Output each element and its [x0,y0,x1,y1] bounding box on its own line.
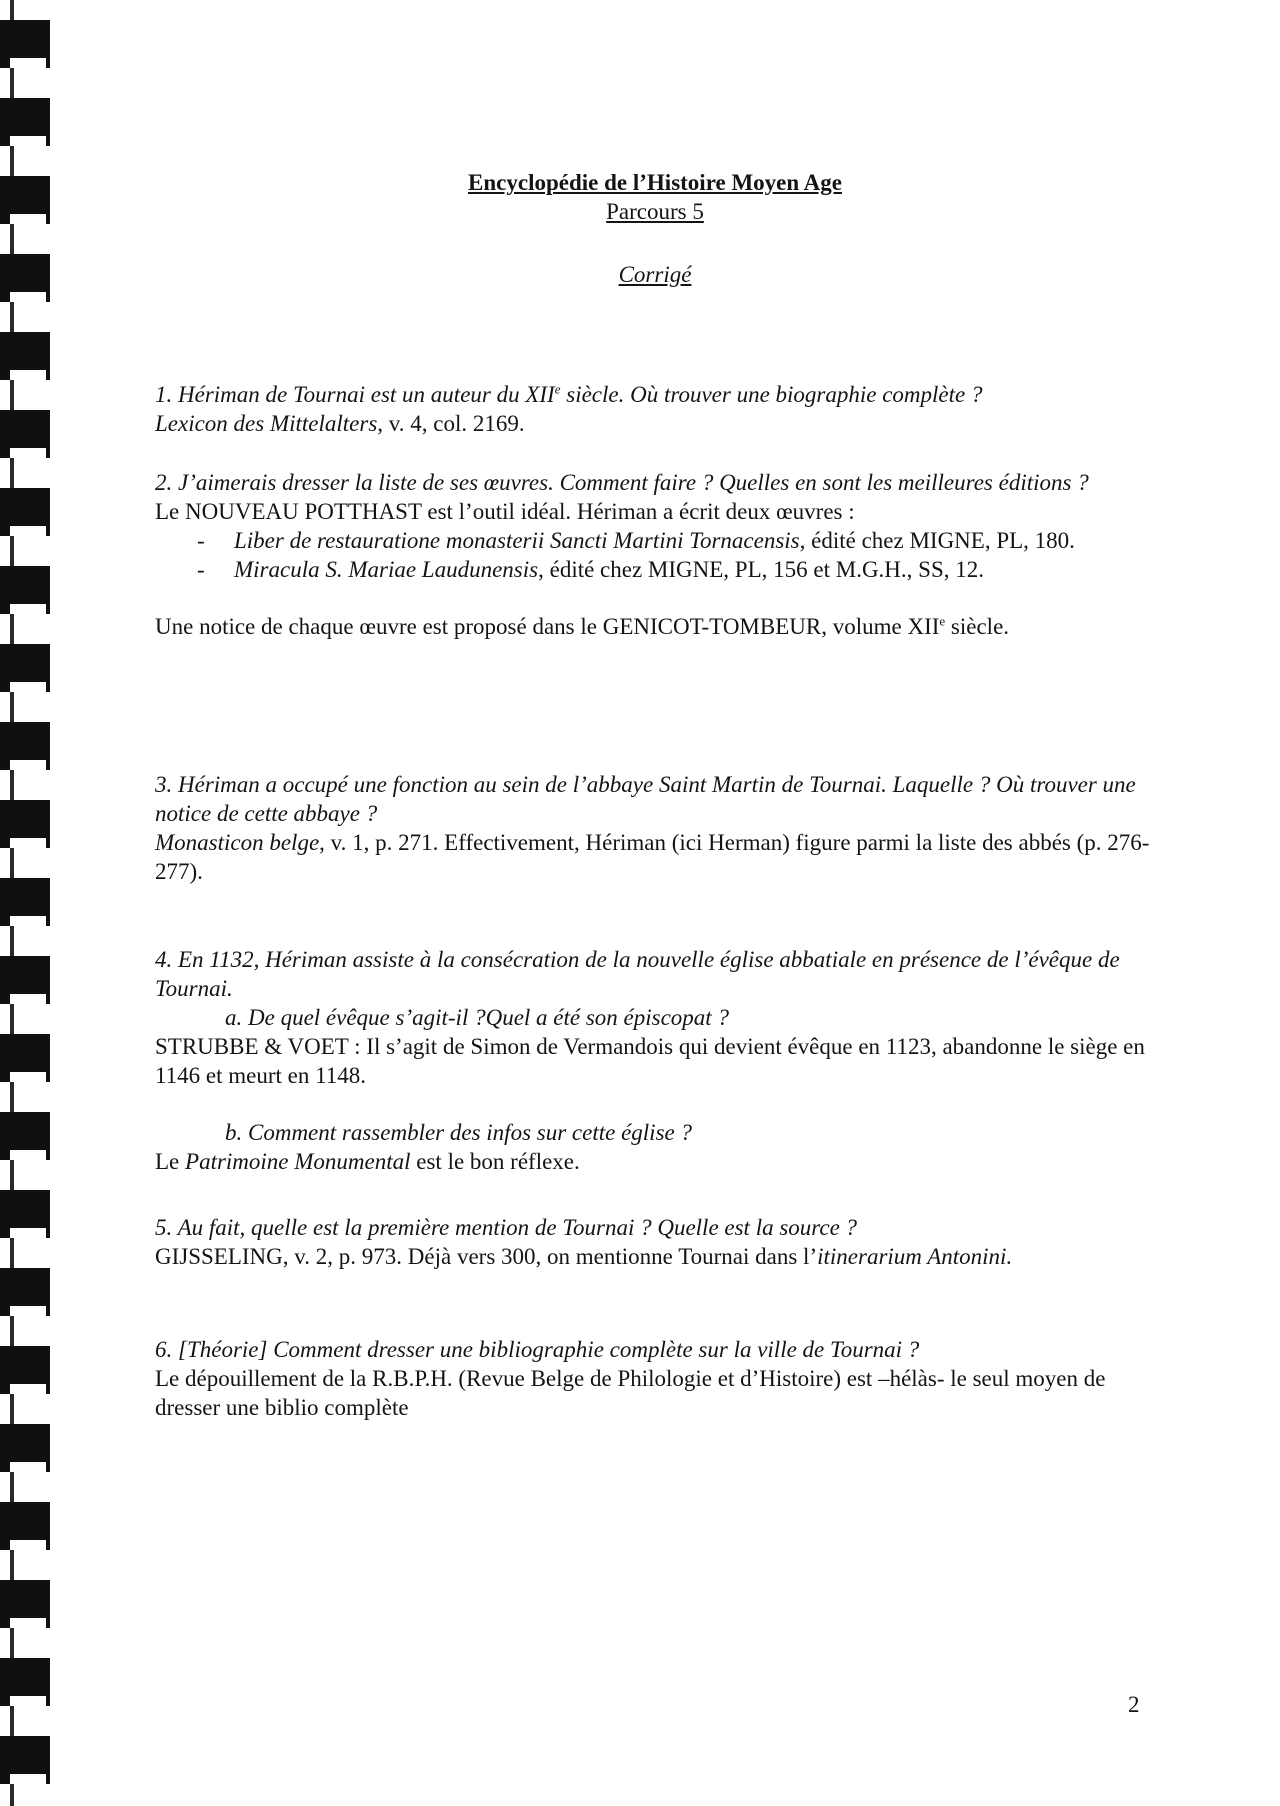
question-text: 2. J’aimerais dresser la liste de ses œuvres. Comment faire ? Quelles en sont les meilleures éditions ? [155,470,1089,495]
sub-question-a: a. De quel évêque s’agit-il ?Quel a été son épiscopat ? [225,1005,729,1030]
binding-ring [0,1268,50,1316]
question-text: 3. Hériman a occupé une fonction au sein de l’abbaye Saint Martin de Tournai. Laquelle ? Où trouver une notice de cette abbaye ? [155,772,1136,826]
question-5 [155,1213,1155,1271]
binding-ring [0,1190,50,1238]
answer-text: Le dépouillement de la R.B.P.H. (Revue Belge de Philologie et d’Histoire) est –hélàs- le seul moyen de dresser une biblio complète [155,1366,1106,1420]
spiral-binding [0,0,60,1806]
binding-ring [0,98,50,146]
page-subtitle: Parcours 5 [606,199,704,224]
list-item: - Miracula S. Mariae Laudunensis, édité chez MIGNE, PL, 156 et M.G.H., SS, 12. [155,555,1155,584]
page-title: Encyclopédie de l’Histoire Moyen Age [468,170,842,195]
binding-ring [0,644,50,692]
header [155,168,1155,226]
binding-ring [0,956,50,1004]
binding-ring [0,878,50,926]
binding-ring [0,1424,50,1472]
binding-ring [0,176,50,224]
answer-b: Le Patrimoine Monumental est le bon réflexe. [155,1149,580,1174]
question-text: 6. [Théorie] Comment dresser une bibliographie complète sur la ville de Tournai ? [155,1337,920,1362]
page-number: 2 [1128,1692,1140,1717]
answer-text: Monasticon belge, v. 1, p. 271. Effectivement, Hériman (ici Herman) figure parmi la liste des abbés (p. 276-277). [155,830,1150,884]
binding-ring [0,566,50,614]
binding-ring [0,800,50,848]
binding-ring [0,1034,50,1082]
answer-text: Le NOUVEAU POTTHAST est l’outil idéal. Hériman a écrit deux œuvres : [155,499,855,524]
answer-a: STRUBBE & VOET : Il s’agit de Simon de Vermandois qui devient évêque en 1123, abandonne le siège en 1146 et meurt en 1148. [155,1034,1145,1088]
binding-ring [0,1346,50,1394]
notice-text: Une notice de chaque œuvre est proposé dans le GENICOT-TOMBEUR, volume XIIe siècle. [155,613,1010,639]
question-1 [155,380,1155,438]
question-text: 4. En 1132, Hériman assiste à la consécration de la nouvelle église abbatiale en présence de l’évêque de Tournai. [155,947,1120,1001]
question-text: 5. Au fait, quelle est la première mention de Tournai ? Quelle est la source ? [155,1215,858,1240]
binding-ring [0,488,50,536]
binding-ring [0,722,50,770]
corrige-heading: Corrigé [618,262,692,287]
binding-ring [0,332,50,380]
list-item: - Liber de restauratione monasterii Sancti Martini Tornacensis, édité chez MIGNE, PL, 180. [155,526,1155,555]
binding-ring [0,1658,50,1706]
binding-ring [0,20,50,68]
binding-ring [0,1112,50,1160]
answer-text: Lexicon des Mittelalters, v. 4, col. 2169. [155,411,525,436]
binding-ring [0,410,50,458]
binding-ring [0,1580,50,1628]
binding-ring [0,1736,50,1784]
question-4 [155,945,1155,1176]
sub-question-b: b. Comment rassembler des infos sur cette église ? [225,1120,692,1145]
binding-ring [0,254,50,302]
question-3 [155,770,1155,886]
question-6 [155,1335,1155,1422]
works-list [155,526,1155,584]
question-2 [155,468,1155,641]
binding-ring [0,1502,50,1550]
answer-text: GIJSSELING, v. 2, p. 973. Déjà vers 300, on mentionne Tournai dans l’itinerarium Antonini. [155,1244,1013,1269]
question-text: 1. Hériman de Tournai est un auteur du XIIe siècle. Où trouver une biographie complète ? [155,381,983,407]
